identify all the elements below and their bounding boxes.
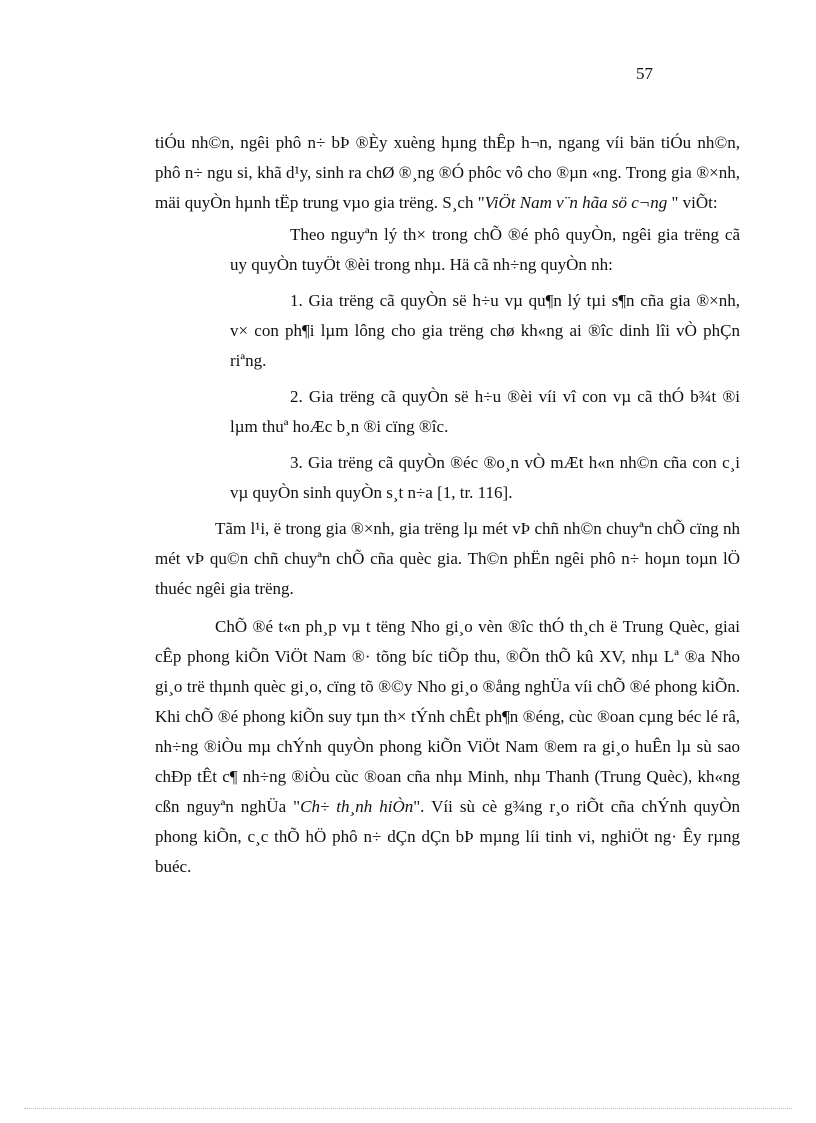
page-number: 57: [636, 64, 653, 83]
paragraph-1-text: tiÓu nh©n, ngêi phô n÷ bÞ ®Èy xuèng hµng thÊp h¬n, ngang víi bän tiÓu nh©n, phô n÷ ngu si, khã d¹y, sinh ra chØ ®¸ng ®Ó phôc vô cho ®µn «ng. Trong gia ®×nh, mäi quyÒn hµnh tËp trung vµo gia trëng. S¸ch ": [155, 133, 740, 212]
paragraph-1: [155, 128, 740, 218]
quote-paragraph-1: [230, 220, 740, 280]
quoted-phrase: Ch÷ th¸nh hiÒn: [300, 797, 414, 816]
quote-text-2: 1. Gia trëng cã quyÒn së h÷u vµ qu¶n lý tµi s¶n cña gia ®×nh, v× con ph¶i lµm lông cho gia trëng chø kh«ng ai ®îc dinh lîi vÒ phÇn riªng.: [230, 291, 740, 370]
quote-text-4: 3. Gia trëng cã quyÒn ®éc ®o¸n vÒ mÆt h«n nh©n cña con c¸i vµ quyÒn sinh quyÒn s¸t n÷a [1, tr. 116].: [230, 453, 740, 502]
block-quote: [230, 220, 740, 508]
paragraph-3-text: ChÕ ®é t«n ph¸p vµ t tëng Nho gi¸o vèn ®îc thÓ th¸ch ë Trung Quèc, giai cÊp phong kiÕn ViÖt Nam ®· tõng bíc tiÕp thu, ®Õn thÕ kû XV, nhµ Lª ®a Nho gi¸o trë thµnh quèc gi¸o, cïng tõ ®©y Nho gi¸o ®ång nghÜa víi chÕ ®é phong kiÕn. Khi chÕ ®é phong kiÕn suy tµn th× tÝnh chÊt ph¶n ®éng, cùc ®oan cµng béc lé râ, nh÷ng ®iÒu mµ chÝnh quyÒn phong kiÕn ViÖt Nam ®em ra gi¸o huÊn lµ sù sao chÐp tÊt c¶ nh÷ng ®iÒu cùc ®oan cña nhµ Minh, nhµ Thanh (Trung Quèc), kh«ng cßn nguyªn nghÜa ": [155, 617, 740, 816]
book-title: ViÖt Nam v¨n hãa sö c¬ng: [484, 193, 668, 212]
paragraph-2-text: Tãm l¹i, ë trong gia ®×nh, gia trëng lµ mét vÞ chñ nh©n chuyªn chÕ cïng nh mét vÞ qu©n chñ chuyªn chÕ cña quèc gia. Th©n phËn ngêi phô n÷ hoµn toµn lÖ thuéc ngêi gia trëng.: [155, 519, 740, 598]
body-text: [155, 128, 740, 882]
quote-text-3: 2. Gia trëng cã quyÒn së h÷u ®èi víi vî con vµ cã thÓ b¾t ®i lµm thuª hoÆc b¸n ®i cïng ®îc.: [230, 387, 740, 436]
paragraph-3-tail: ". Víi sù cè g¾ng r¸o riÕt cña chÝnh quyÒn phong kiÕn, c¸c thÕ hÖ phô n÷ dÇn dÇn bÞ mµng líi tinh vi, nghiÖt ng· Êy rµng buéc.: [155, 797, 740, 876]
quote-item-2: [230, 382, 740, 442]
quote-item-3: [230, 448, 740, 508]
quote-item-1: [230, 286, 740, 376]
paragraph-3: [155, 612, 740, 882]
paragraph-1-tail: " viÕt:: [667, 193, 718, 212]
page-bottom-rule: [24, 1108, 792, 1109]
paragraph-2: [155, 514, 740, 604]
quote-text-1: Theo nguyªn lý th× trong chÕ ®é phô quyÒn, ngêi gia trëng cã uy quyÒn tuyÖt ®èi trong nhµ. Hä cã nh÷ng quyÒn nh:: [230, 225, 740, 274]
